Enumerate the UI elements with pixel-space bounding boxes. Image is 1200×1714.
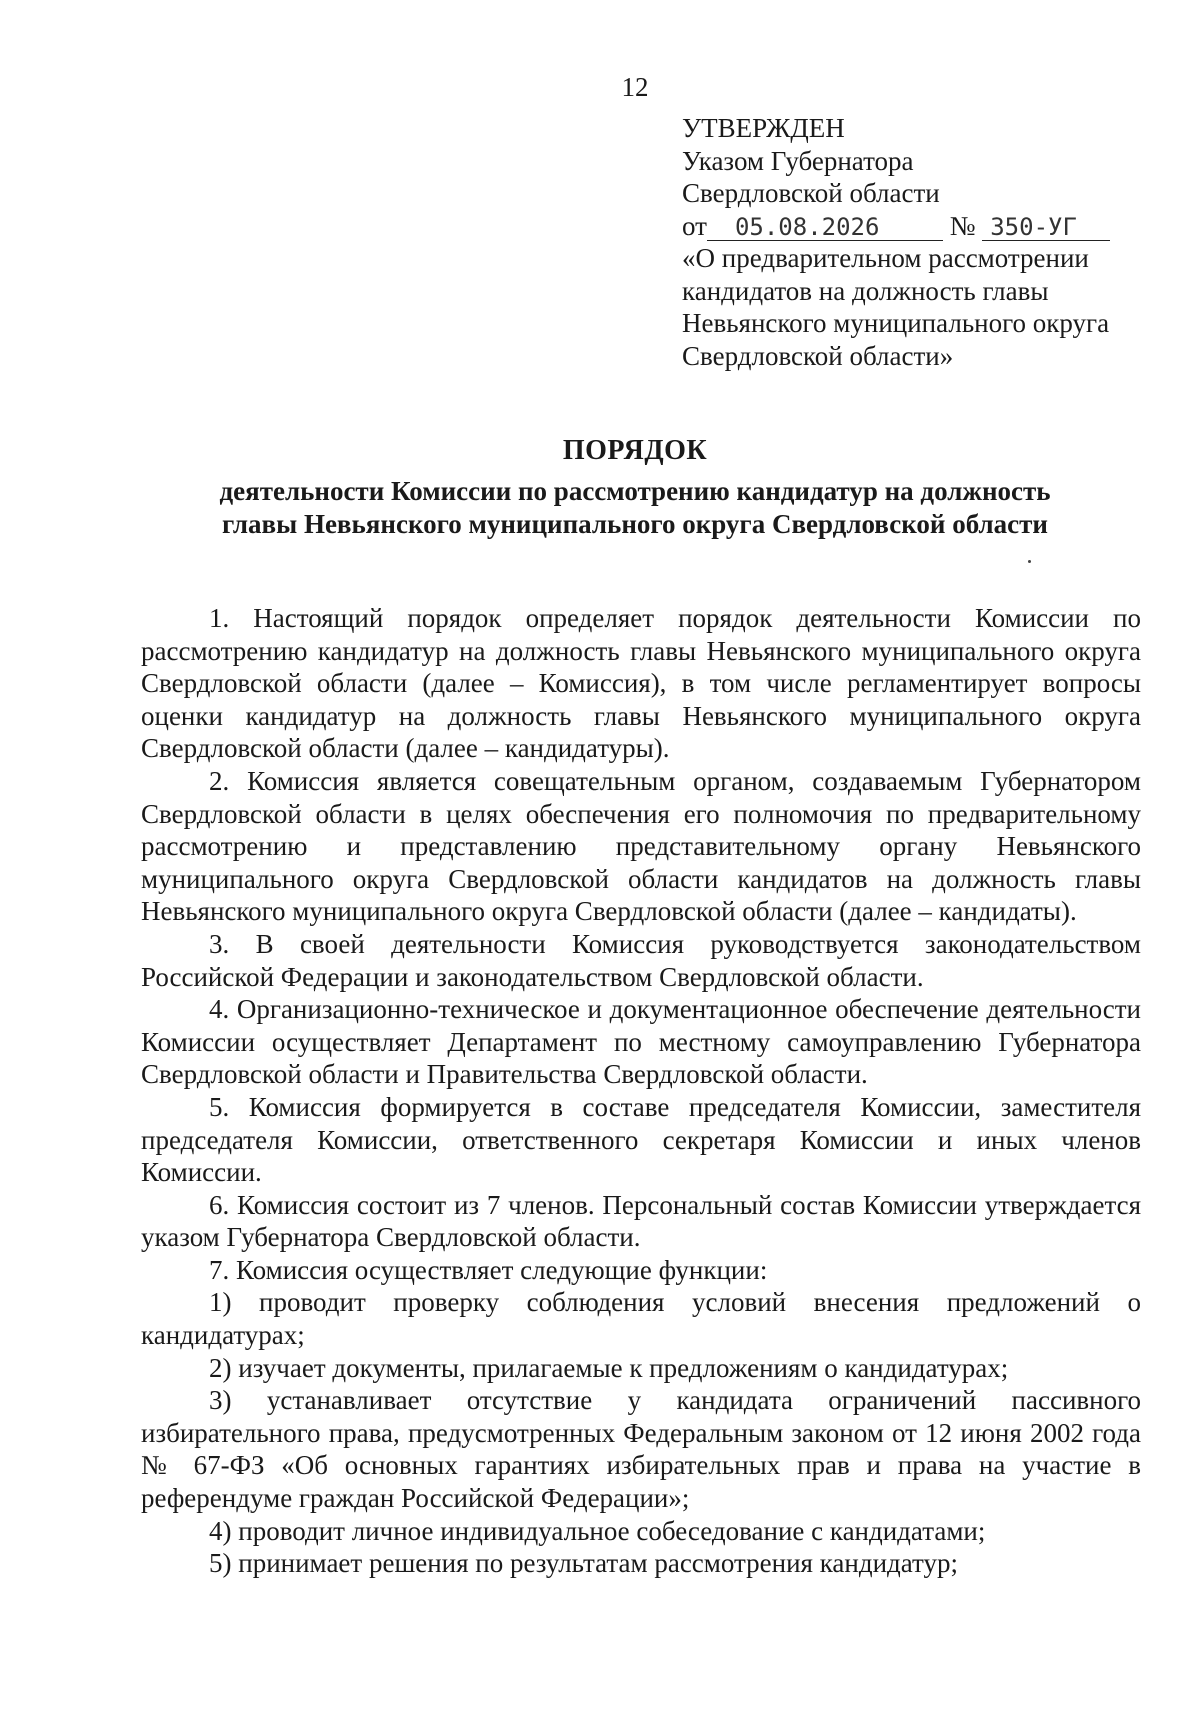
paragraph: 4) проводит личное индивидуальное собеседование с кандидатами; — [209, 1515, 986, 1546]
number-prefix: № — [949, 210, 976, 241]
paragraph: 3) устанавливает отсутствие у кандидата ограничений пассивного избирательного права, предусмотренных Федеральным законом от 12 июня 2002 года № 67-ФЗ «Об основных гарантиях избирательных прав и права на участие в референдуме граждан Российской Федерации»; — [141, 1385, 1141, 1514]
paragraph: 2) изучает документы, прилагаемые к предложениям о кандидатурах; — [209, 1352, 1009, 1383]
approval-date: 05.08.2026 — [707, 214, 943, 241]
approval-title-line: «О предварительном рассмотрении — [682, 243, 1089, 273]
approval-number: 350-УГ — [982, 214, 1110, 241]
approval-approved: УТВЕРЖДЕН — [682, 113, 845, 143]
subtitle-line: деятельности Комиссии по рассмотрению кандидатур на должность — [219, 476, 1051, 506]
paragraph: 7. Комиссия осуществляет следующие функции: — [209, 1254, 768, 1285]
stray-dot — [1028, 560, 1031, 563]
paragraph: 6. Комиссия состоит из 7 членов. Персональный состав Комиссии утверждается указом Губернатора Свердловской области. — [141, 1189, 1141, 1253]
date-prefix: от — [682, 210, 707, 241]
approval-region: Свердловской области — [682, 178, 940, 208]
paragraph: 5) принимает решения по результатам рассмотрения кандидатур; — [209, 1548, 958, 1579]
paragraph: 2. Комиссия является совещательным органом, создаваемым Губернатором Свердловской области в целях обеспечения его полномочия по предварительному рассмотрению и представлению представительному органу Невьянского муниципального округа Свердловской области кандидатов на должность главы Невьянского муниципального округа Свердловской области (далее – кандидаты). — [141, 765, 1141, 927]
approval-date-number-line — [682, 210, 1162, 243]
paragraph: 1) проводит проверку соблюдения условий внесения предложений о кандидатурах; — [141, 1287, 1141, 1351]
document-subtitle — [190, 475, 1080, 541]
paragraph: 3. В своей деятельности Комиссия руководствуется законодательством Российской Федерации и законодательством Свердловской области. — [141, 928, 1141, 992]
approval-stamp-block — [682, 112, 1162, 372]
paragraph: 4. Организационно-техническое и документационное обеспечение деятельности Комиссии осуществляет Департамент по местному самоуправлению Губернатора Свердловской области и Правительства Свердловской области. — [141, 994, 1141, 1090]
approval-title-line: кандидатов на должность главы — [682, 275, 1049, 306]
approval-title-line: Невьянского муниципального округа — [682, 308, 1110, 338]
page-number: 12 — [621, 72, 649, 102]
subtitle-line: главы Невьянского муниципального округа Свердловской области — [222, 509, 1048, 539]
approval-by: Указом Губернатора — [682, 145, 914, 176]
document-title: ПОРЯДОК — [562, 435, 708, 466]
paragraph: 1. Настоящий порядок определяет порядок деятельности Комиссии по рассмотрению кандидатур на должность главы Невьянского муниципального округа Свердловской области (далее – Комиссия), в том числе регламентирует вопросы оценки кандидатур на должность главы Невьянского муниципального округа Свердловской области (далее – кандидатуры). — [141, 603, 1141, 764]
document-body — [141, 602, 1141, 1580]
approval-title-line: Свердловской области» — [682, 340, 954, 371]
paragraph: 5. Комиссия формируется в составе председателя Комиссии, заместителя председателя Комиссии, ответственного секретаря Комиссии и иных членов Комиссии. — [141, 1091, 1141, 1188]
